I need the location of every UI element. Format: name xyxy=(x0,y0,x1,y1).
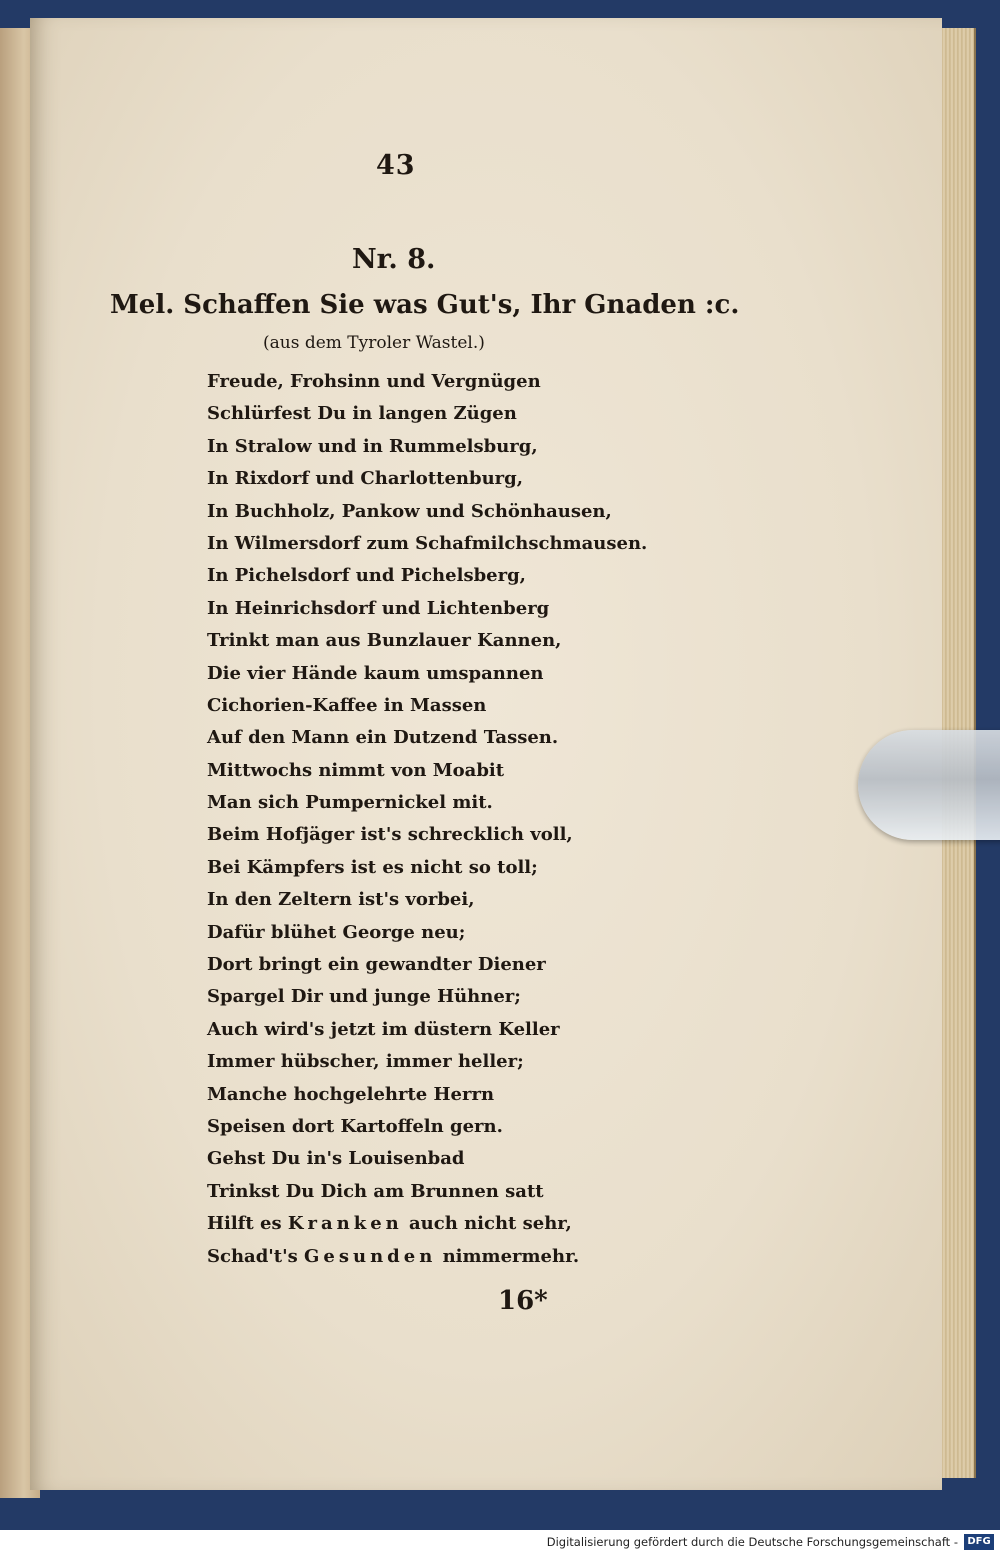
poem-line: Trinkt man aus Bunzlauer Kannen, xyxy=(207,630,562,652)
melody-heading: Mel. Schaffen Sie was Gut's, Ihr Gnaden :c. xyxy=(110,290,740,320)
song-number: Nr. 8. xyxy=(352,244,436,275)
poem-line: Beim Hofjäger ist's schrecklich voll, xyxy=(207,824,573,846)
line-text: nimmermehr. xyxy=(436,1245,580,1267)
spaced-word: Gesunden xyxy=(304,1245,437,1267)
poem-line: Auf den Mann ein Dutzend Tassen. xyxy=(207,727,559,749)
digitization-footer xyxy=(0,1530,1000,1555)
poem-line: Dort bringt ein gewandter Diener xyxy=(207,954,546,976)
poem-line: In Rixdorf und Charlottenburg, xyxy=(207,468,523,490)
poem-line: Auch wird's jetzt im düstern Keller xyxy=(207,1018,560,1040)
poem-line: Gehst Du in's Louisenbad xyxy=(207,1148,465,1170)
poem-line: Manche hochgelehrte Herrn xyxy=(207,1083,495,1105)
footer-credit: Digitalisierung gefördert durch die Deutsche Forschungsgemeinschaft - xyxy=(546,1535,958,1549)
poem-line: In den Zeltern ist's vorbei, xyxy=(207,889,475,911)
poem-line xyxy=(207,1241,647,1273)
page-clip xyxy=(858,730,1000,840)
poem-line: Schlürfest Du in langen Zügen xyxy=(207,403,517,425)
spaced-word: Kranken xyxy=(287,1213,403,1235)
poem-line: In Pichelsdorf und Pichelsberg, xyxy=(207,565,526,587)
poem-line: Immer hübscher, immer heller; xyxy=(207,1051,524,1073)
poem-line: Spargel Dir und junge Hühner; xyxy=(207,986,521,1008)
poem-line: Dafür blühet George neu; xyxy=(207,921,466,943)
poem-lines xyxy=(207,366,647,1273)
line-text: Schad't's xyxy=(207,1245,305,1267)
poem-line: In Stralow und in Rummelsburg, xyxy=(207,435,538,457)
poem-line: In Wilmersdorf zum Schafmilchschmausen. xyxy=(207,532,648,554)
poem-line: In Buchholz, Pankow und Schönhausen, xyxy=(207,500,612,522)
poem-line: Die vier Hände kaum umspannen xyxy=(207,662,544,684)
poem-line: Mittwochs nimmt von Moabit xyxy=(207,759,505,781)
poem-line: Bei Kämpfers ist es nicht so toll; xyxy=(207,856,538,878)
poem-line: Freude, Frohsinn und Vergnügen xyxy=(207,371,541,392)
poem-line: Cichorien-Kaffee in Massen xyxy=(207,694,487,716)
line-text: auch nicht sehr, xyxy=(402,1213,572,1235)
poem-line: Man sich Pumpernickel mit. xyxy=(207,792,493,814)
poem-line xyxy=(207,1208,647,1240)
page-number: 43 xyxy=(376,150,416,181)
dfg-logo: DFG xyxy=(964,1534,994,1550)
poem-line: In Heinrichsdorf und Lichtenberg xyxy=(207,597,550,619)
line-text: Hilft es xyxy=(207,1213,288,1235)
poem-line: Trinkst Du Dich am Brunnen satt xyxy=(207,1180,544,1202)
sheet-signature: 16* xyxy=(498,1286,548,1316)
source-note: (aus dem Tyroler Wastel.) xyxy=(263,333,485,353)
poem-line: Speisen dort Kartoffeln gern. xyxy=(207,1115,503,1137)
